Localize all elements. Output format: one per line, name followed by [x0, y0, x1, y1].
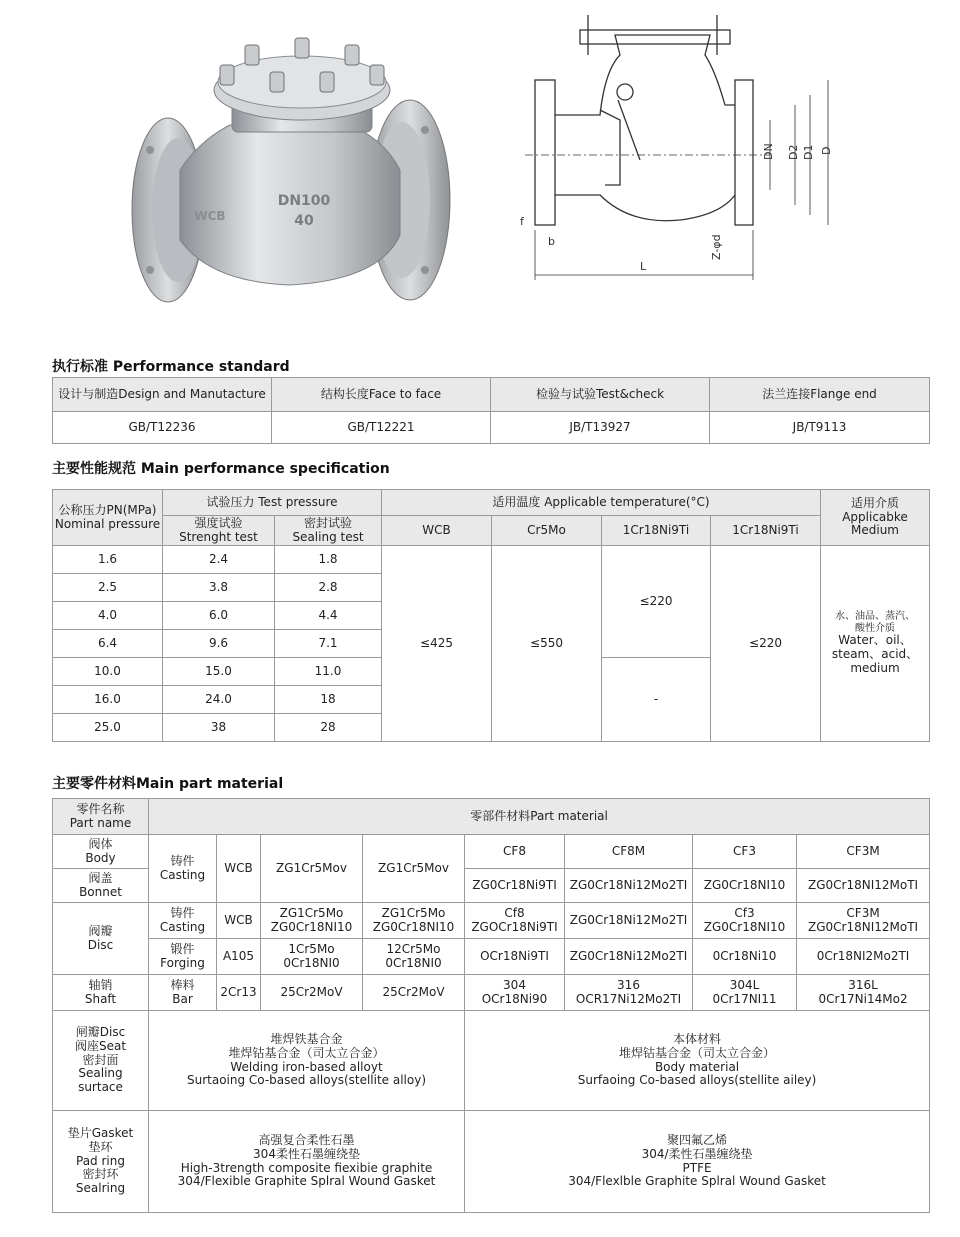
- pm-disc-cast-e: [693, 903, 797, 939]
- pm-disc-cast-a-2: ZG0Cr18NI10: [270, 919, 353, 934]
- pm-header-part-name-cn: 零件名称: [76, 801, 125, 816]
- spec-header-test-pressure: 试验压力 Test pressure: [163, 490, 382, 516]
- pm-disc-forge-b-2: 0Cr18NI0: [385, 955, 442, 970]
- pm-gasket-left-3: High-3trength composite fiexibie graphite: [180, 1160, 433, 1175]
- pm-gasket-right: [465, 1111, 930, 1213]
- pm-disc-cast-b-2: ZG0Cr18NI10: [372, 919, 455, 934]
- pm-gasket-left: [149, 1111, 465, 1213]
- pm-gasket-label: [53, 1111, 149, 1213]
- pm-bonnet-label: [53, 869, 149, 903]
- pm-shaft-cn: 轴销: [88, 977, 113, 992]
- drawing-label-l: L: [640, 260, 647, 273]
- pm-casting-en-1: Casting: [159, 867, 206, 882]
- pm-gasket-l2: 垫环: [88, 1139, 113, 1154]
- pm-bar-label: [149, 975, 217, 1011]
- pm-cf8: CF8: [465, 835, 565, 869]
- spec-header-medium-en2: Medium: [851, 523, 899, 538]
- spec-medium: [821, 546, 930, 742]
- pm-header-material: 零部件材料Part material: [149, 799, 930, 835]
- spec-header-mat-cr5mo: Cr5Mo: [492, 516, 602, 546]
- valve-marking-pn: 40: [294, 213, 314, 229]
- pm-disc-cast-a-1: ZG1Cr5Mo: [279, 905, 344, 920]
- drawing-label-f: f: [520, 215, 524, 228]
- pm-disc-cast-f: [797, 903, 930, 939]
- pm-gasket-left-4: 304/Flexible Graphite Splral Wound Gasket: [177, 1174, 436, 1189]
- pm-bonnet-cf8: ZG0Cr18Ni9TI: [465, 869, 565, 903]
- spec-header-nominal: [53, 490, 163, 546]
- pm-disc-cast-c: [465, 903, 565, 939]
- pm-shaft-d-1: 316: [617, 977, 640, 992]
- spec-row-6-nominal: 25.0: [53, 714, 163, 742]
- pm-casting-cn-1: 铸件: [170, 853, 195, 868]
- pm-sealing-left-4: Surtaoing Co-based alloys(stellite alloy): [186, 1073, 427, 1088]
- spec-row-1-sealing: 2.8: [275, 574, 382, 602]
- std-header-design: 设计与制造Design and Manutacture: [53, 378, 272, 412]
- pm-disc-en: Disc: [87, 937, 114, 952]
- valve-photo: [120, 20, 460, 310]
- spec-medium-en3: medium: [850, 660, 900, 675]
- spec-temp-cr5mo: ≤550: [492, 546, 602, 742]
- pm-sealing-right: [465, 1011, 930, 1111]
- pm-shaft-e-1: 304L: [729, 977, 760, 992]
- spec-row-6-sealing: 28: [275, 714, 382, 742]
- pm-sealing-l5: surtace: [78, 1080, 123, 1095]
- pm-sealing-l3: 密封面: [82, 1052, 119, 1067]
- spec-temp-wcb: ≤425: [382, 546, 492, 742]
- pm-cf8m: CF8M: [565, 835, 693, 869]
- pm-sealing-left: [149, 1011, 465, 1111]
- std-value-face: GB/T12221: [272, 412, 491, 444]
- spec-row-2-strength: 6.0: [163, 602, 275, 630]
- spec-header-medium: [821, 490, 930, 546]
- spec-header-mat-ti-1: 1Cr18Ni9Ti: [602, 516, 711, 546]
- pm-disc-forge-b-1: 12Cr5Mo: [386, 941, 441, 956]
- pm-shaft-d-2: OCR17Ni12Mo2TI: [575, 991, 682, 1006]
- pm-disc-cast-b-1: ZG1Cr5Mo: [381, 905, 446, 920]
- pm-sealing-left-1: 堆焊铁基合金: [270, 1031, 343, 1046]
- pm-sealing-right-4: Surfaoing Co-based alloys(stellite ailey): [577, 1073, 817, 1088]
- pm-shaft-c: [465, 975, 565, 1011]
- performance-spec-title: 主要性能规范 Main performance specification: [52, 461, 390, 477]
- pm-bonnet-cf3m: ZG0Cr18NI12MoTI: [797, 869, 930, 903]
- pm-disc-forge-e: 0Cr18Ni10: [693, 939, 797, 975]
- pm-sealing-l4: Sealing: [78, 1066, 123, 1081]
- pm-disc-forge-a-1: 1Cr5Mo: [288, 941, 335, 956]
- spec-row-1-nominal: 2.5: [53, 574, 163, 602]
- spec-row-0-sealing: 1.8: [275, 546, 382, 574]
- pm-gasket-right-3: PTFE: [682, 1160, 712, 1175]
- pm-body-cn: 阀体: [88, 836, 113, 851]
- pm-cf3: CF3: [693, 835, 797, 869]
- pm-wcb-2: WCB: [217, 903, 261, 939]
- pm-sealing-right-2: 堆焊钴基合金（司太立合金）: [619, 1045, 776, 1060]
- pm-sealing-right-3: Body material: [654, 1059, 740, 1074]
- spec-medium-en2: steam、acid、: [831, 647, 919, 662]
- pm-disc-forge-c: OCr18Ni9TI: [465, 939, 565, 975]
- spec-row-5-nominal: 16.0: [53, 686, 163, 714]
- std-header-flange: 法兰连接Flange end: [710, 378, 930, 412]
- spec-row-4-strength: 15.0: [163, 658, 275, 686]
- spec-row-3-nominal: 6.4: [53, 630, 163, 658]
- pm-shaft-b: 25Cr2MoV: [363, 975, 465, 1011]
- spec-row-6-strength: 38: [163, 714, 275, 742]
- pm-forging-label: [149, 939, 217, 975]
- spec-header-sealing: [275, 516, 382, 546]
- spec-header-strength-cn: 强度试验: [194, 515, 243, 530]
- drawing-label-dn: DN: [762, 143, 775, 160]
- pm-disc-cast-f-1: CF3M: [846, 905, 880, 920]
- spec-row-3-sealing: 7.1: [275, 630, 382, 658]
- pm-disc-label: [53, 903, 149, 975]
- pm-body-en: Body: [85, 850, 116, 865]
- spec-header-sealing-en: Sealing test: [292, 529, 364, 544]
- pm-bonnet-en: Bonnet: [79, 884, 122, 899]
- pm-bonnet-cf8m: ZG0Cr18Ni12Mo2TI: [565, 869, 693, 903]
- pm-sealing-right-1: 本体材料: [673, 1031, 722, 1046]
- pm-disc-forge-b: [363, 939, 465, 975]
- pm-disc-forge-f: 0Cr18NI2Mo2TI: [797, 939, 930, 975]
- pm-disc-cast-e-2: ZG0Cr18NI10: [703, 919, 786, 934]
- valve-section-drawing: [510, 10, 860, 290]
- pm-shaft-label: [53, 975, 149, 1011]
- spec-row-5-sealing: 18: [275, 686, 382, 714]
- spec-row-4-nominal: 10.0: [53, 658, 163, 686]
- spec-header-mat-ti-2: 1Cr18Ni9Ti: [711, 516, 821, 546]
- std-value-flange: JB/T9113: [710, 412, 930, 444]
- spec-header-nominal-en: Nominal pressure: [54, 516, 161, 531]
- pm-bonnet-cf3: ZG0Cr18NI10: [693, 869, 797, 903]
- pm-disc-forge-a: [261, 939, 363, 975]
- pm-casting-label-1: [149, 835, 217, 903]
- pm-disc-cast-d: ZG0Cr18Ni12Mo2TI: [565, 903, 693, 939]
- pm-disc-cast-b: [363, 903, 465, 939]
- spec-row-5-strength: 24.0: [163, 686, 275, 714]
- pm-shaft-f-2: 0Cr17Ni14Mo2: [818, 991, 908, 1006]
- std-value-test: JB/T13927: [491, 412, 710, 444]
- pm-body-label: [53, 835, 149, 869]
- pm-disc-cast-c-1: Cf8: [504, 905, 525, 920]
- pm-shaft-a: 25Cr2MoV: [261, 975, 363, 1011]
- pm-disc-cast-e-1: Cf3: [734, 905, 755, 920]
- pm-forging-cn: 锻件: [170, 941, 195, 956]
- pm-sealing-l2: 阀座Seat: [74, 1038, 127, 1053]
- pm-sealing-left-2: 堆焊钴基合金（司太立合金）: [228, 1045, 385, 1060]
- spec-row-2-nominal: 4.0: [53, 602, 163, 630]
- spec-header-nominal-cn: 公称压力PN(MPa): [58, 502, 157, 517]
- drawing-label-d2: D2: [787, 144, 800, 160]
- pm-bonnet-cn: 阀盖: [88, 870, 113, 885]
- pm-gasket-l1: 垫片Gasket: [67, 1126, 134, 1140]
- spec-header-medium-cn: 适用介质: [851, 495, 900, 510]
- drawing-label-b: b: [548, 235, 555, 248]
- pm-gasket-right-4: 304/Flexlble Graphite Splral Wound Gasket: [568, 1174, 826, 1189]
- performance-standard-title: 执行标准 Performance standard: [52, 359, 290, 375]
- pm-bar-cn: 棒料: [170, 977, 195, 992]
- pm-disc-cn: 阀瓣: [88, 923, 113, 938]
- spec-row-2-sealing: 4.4: [275, 602, 382, 630]
- spec-row-0-nominal: 1.6: [53, 546, 163, 574]
- performance-standard-table: [52, 377, 930, 444]
- spec-row-0-strength: 2.4: [163, 546, 275, 574]
- pm-shaft-f-1: 316L: [848, 977, 878, 992]
- spec-temp-ti-1-dash: -: [602, 658, 711, 742]
- spec-medium-en1: Water、oil、: [838, 633, 912, 648]
- performance-spec-table: [52, 489, 930, 742]
- pm-forging-en: Forging: [160, 955, 205, 970]
- spec-medium-cn2: 酸性介质: [855, 622, 896, 634]
- pm-gasket-right-1: 聚四氟乙烯: [667, 1132, 728, 1147]
- pm-shaft-en: Shaft: [84, 991, 117, 1006]
- spec-row-1-strength: 3.8: [163, 574, 275, 602]
- pm-disc-forge-a-2: 0Cr18NI0: [283, 955, 340, 970]
- std-header-test: 检验与试验Test&check: [491, 378, 710, 412]
- pm-gasket-left-1: 高强复合柔性石墨: [258, 1132, 355, 1147]
- pm-shaft-d: [565, 975, 693, 1011]
- pm-shaft-c-1: 304: [503, 977, 526, 992]
- spec-header-sealing-cn: 密封试验: [303, 515, 352, 530]
- spec-header-medium-en1: Applicabke: [842, 509, 908, 524]
- pm-sealing-label: [53, 1011, 149, 1111]
- spec-header-temperature: 适用温度 Applicable temperature(°C): [382, 490, 821, 516]
- pm-casting-label-2: [149, 903, 217, 939]
- pm-gasket-l3: Pad ring: [76, 1153, 125, 1168]
- pm-sealing-left-3: Welding iron-based alloyt: [230, 1059, 383, 1074]
- std-value-design: GB/T12236: [53, 412, 272, 444]
- pm-header-part-name: [53, 799, 149, 835]
- pm-shaft-e: [693, 975, 797, 1011]
- part-material-table: [52, 798, 930, 1213]
- pm-2cr13: 2Cr13: [217, 975, 261, 1011]
- pm-zg1cr5mov-a: ZG1Cr5Mov: [261, 835, 363, 903]
- pm-a105: A105: [217, 939, 261, 975]
- drawing-label-z: Z-φd: [710, 234, 723, 260]
- spec-header-strength: [163, 516, 275, 546]
- part-material-title: 主要零件材料Main part material: [52, 776, 284, 792]
- spec-temp-ti-1: ≤220: [602, 546, 711, 658]
- pm-sealing-l1: 闸瓣Disc: [75, 1025, 126, 1039]
- pm-disc-cast-a: [261, 903, 363, 939]
- drawing-label-d1: D1: [802, 144, 815, 160]
- spec-row-3-strength: 9.6: [163, 630, 275, 658]
- pm-gasket-l5: Sealring: [75, 1181, 126, 1196]
- valve-marking-dn: DN100: [277, 193, 331, 209]
- pm-zg1cr5mov-b: ZG1Cr5Mov: [363, 835, 465, 903]
- pm-shaft-f: [797, 975, 930, 1011]
- pm-gasket-left-2: 304柔性石墨缠绕垫: [253, 1146, 360, 1161]
- pm-casting-en-2: Casting: [159, 919, 206, 934]
- pm-gasket-right-2: 304/柔性石墨缠绕垫: [641, 1146, 753, 1161]
- pm-header-part-name-en: Part name: [69, 815, 132, 830]
- spec-header-strength-en: Strenght test: [179, 529, 258, 544]
- pm-shaft-c-2: OCr18Ni90: [481, 991, 548, 1006]
- pm-casting-cn-2: 铸件: [170, 905, 195, 920]
- pm-gasket-l4: 密封环: [82, 1167, 119, 1182]
- spec-header-mat-wcb: WCB: [382, 516, 492, 546]
- valve-marking-material: WCB: [194, 209, 226, 223]
- std-header-face: 结构长度Face to face: [272, 378, 491, 412]
- pm-disc-forge-d: ZG0Cr18Ni12Mo2TI: [565, 939, 693, 975]
- pm-shaft-e-2: 0Cr17NI11: [712, 991, 777, 1006]
- spec-medium-cn1: 水、油品、蒸汽、: [835, 611, 916, 623]
- pm-cf3m: CF3M: [797, 835, 930, 869]
- pm-disc-cast-f-2: ZG0Cr18NI12MoTI: [808, 919, 919, 934]
- spec-temp-ti-2: ≤220: [711, 546, 821, 742]
- drawing-label-d: D: [820, 146, 833, 155]
- pm-disc-cast-c-2: ZGOCr18Ni9TI: [471, 919, 558, 934]
- pm-bar-en: Bar: [172, 991, 193, 1006]
- spec-row-4-sealing: 11.0: [275, 658, 382, 686]
- pm-wcb-1: WCB: [217, 835, 261, 903]
